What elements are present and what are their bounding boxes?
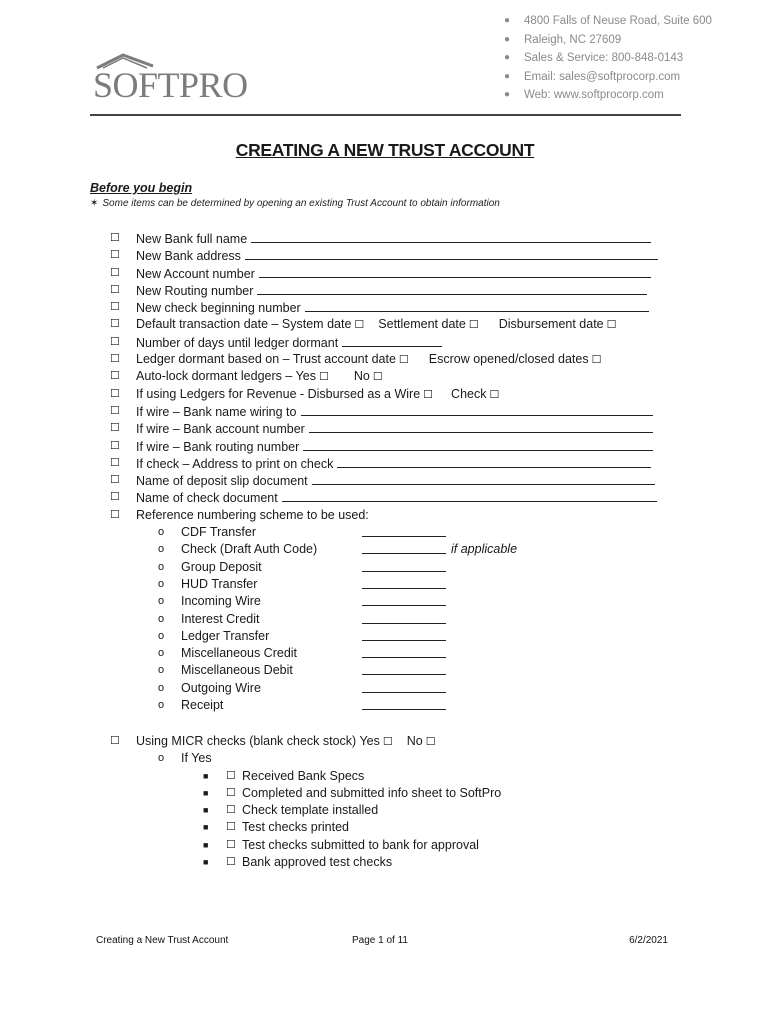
scheme-item: o Receipt xyxy=(110,697,680,714)
list-item: ☐ Ledger dormant based on – Trust account date ☐ Escrow opened/closed dates ☐ xyxy=(110,351,680,368)
checkbox[interactable]: ☐ xyxy=(318,371,329,384)
contact-address: ● 4800 Falls of Neuse Road, Suite 600 xyxy=(504,15,712,27)
scheme-list xyxy=(110,524,680,714)
logo-wordmark: SOFTPRO xyxy=(93,65,248,105)
scheme-item: o Check (Draft Auth Code) if applicable xyxy=(110,541,680,558)
checkbox[interactable]: ☐ xyxy=(110,422,120,435)
if-applicable-note: if applicable xyxy=(451,542,518,557)
checklist xyxy=(110,230,680,714)
micr-step: ■ ☐ Test checks printed xyxy=(110,819,680,836)
list-item: ☐ Name of check document xyxy=(110,489,680,506)
contact-phone: ● Sales & Service: 800-848-0143 xyxy=(504,52,684,64)
list-item: ☐ If using Ledgers for Revenue - Disbursed as a Wire ☐ Check ☐ xyxy=(110,386,680,403)
footer-page-number: Page 1 of 11 xyxy=(352,935,408,946)
micr-step: ■ ☐ Bank approved test checks xyxy=(110,854,680,871)
scheme-item: o Miscellaneous Credit xyxy=(110,645,680,662)
before-note: ✶ Some items can be determined by opening an existing Trust Account to obtain information xyxy=(90,198,500,209)
list-item: ☐ Number of days until ledger dormant xyxy=(110,334,680,351)
list-item: ☐ Auto-lock dormant ledgers – Yes ☐ No ☐ xyxy=(110,368,680,385)
list-item: ☐ If wire – Bank routing number xyxy=(110,438,680,455)
list-item: ☐ New Bank full name xyxy=(110,230,680,247)
checkbox[interactable]: ☐ xyxy=(110,318,120,331)
checkbox[interactable]: ☐ xyxy=(110,404,120,417)
list-item: ☐ New check beginning number xyxy=(110,299,680,316)
checkbox[interactable]: ☐ xyxy=(110,232,120,244)
scheme-item: o CDF Transfer xyxy=(110,524,680,541)
micr-section xyxy=(110,733,680,871)
scheme-item: o HUD Transfer xyxy=(110,576,680,593)
checkbox[interactable]: ☐ xyxy=(226,804,236,817)
micr-step: ■ ☐ Test checks submitted to bank for approval xyxy=(110,837,680,854)
checkbox[interactable]: ☐ xyxy=(606,319,617,332)
checkbox[interactable]: ☐ xyxy=(110,439,120,452)
bullet-square-icon: ■ xyxy=(203,770,209,781)
checkbox[interactable]: ☐ xyxy=(110,491,120,504)
checkbox[interactable]: ☐ xyxy=(591,354,602,367)
scheme-blank[interactable] xyxy=(362,588,446,589)
checkbox[interactable]: ☐ xyxy=(226,856,236,869)
checkbox[interactable]: ☐ xyxy=(226,786,236,799)
scheme-item: o Miscellaneous Debit xyxy=(110,662,680,679)
list-item: ☐ New Account number xyxy=(110,265,680,282)
list-item: ☐ Default transaction date – System date ☐ Settlement date ☐ Disbursement date ☐ xyxy=(110,316,680,333)
checkbox[interactable]: ☐ xyxy=(354,319,365,332)
micr-step: ■ ☐ Check template installed xyxy=(110,802,680,819)
checkbox[interactable]: ☐ xyxy=(226,838,236,851)
bullet-square-icon: ■ xyxy=(203,822,209,833)
scheme-item: o Outgoing Wire xyxy=(110,680,680,697)
checkbox[interactable]: ☐ xyxy=(110,301,120,314)
scheme-blank[interactable] xyxy=(362,709,446,710)
checkbox[interactable]: ☐ xyxy=(382,736,393,748)
scheme-blank[interactable] xyxy=(362,640,446,641)
page-title: CREATING A NEW TRUST ACCOUNT xyxy=(235,140,535,160)
micr-step: ■ ☐ Completed and submitted info sheet to SoftPro xyxy=(110,785,680,802)
checkbox[interactable]: ☐ xyxy=(110,335,120,348)
scheme-item: o Group Deposit xyxy=(110,559,680,576)
checkbox[interactable]: ☐ xyxy=(110,474,120,487)
scheme-blank[interactable] xyxy=(362,553,446,554)
list-item: ☐ New Bank address xyxy=(110,247,680,264)
bullet-square-icon: ■ xyxy=(203,857,209,868)
checkbox[interactable]: ☐ xyxy=(372,371,383,384)
bullet-square-icon: ■ xyxy=(203,787,209,798)
list-item: ☐ Name of deposit slip document xyxy=(110,472,680,489)
header-divider xyxy=(90,114,681,116)
scheme-item: o Interest Credit xyxy=(110,611,680,628)
contact-list xyxy=(502,12,712,105)
checkbox[interactable]: ☐ xyxy=(110,370,120,383)
list-item: ☐ New Routing number xyxy=(110,282,680,299)
contact-web[interactable]: ● Web: www.softprocorp.com xyxy=(504,89,664,101)
scheme-blank[interactable] xyxy=(362,571,446,572)
scheme-blank[interactable] xyxy=(362,674,446,675)
checkbox[interactable]: ☐ xyxy=(423,388,434,401)
list-item: ☐ If wire – Bank name wiring to xyxy=(110,403,680,420)
scheme-blank[interactable] xyxy=(362,623,446,624)
checkbox[interactable]: ☐ xyxy=(489,388,500,401)
bullet-square-icon: ■ xyxy=(203,805,209,816)
checkbox[interactable]: ☐ xyxy=(110,283,120,296)
scheme-blank[interactable] xyxy=(362,657,446,658)
checkbox[interactable]: ☐ xyxy=(226,769,236,782)
contact-email[interactable]: ● Email: sales@softprocorp.com xyxy=(504,70,681,83)
footer-date: 6/2/2021 xyxy=(629,935,668,946)
micr-step: ■ ☐ Received Bank Specs xyxy=(110,768,680,785)
checkbox[interactable]: ☐ xyxy=(398,354,409,367)
list-item: ☐ If check – Address to print on check xyxy=(110,455,680,472)
checkbox[interactable]: ☐ xyxy=(468,319,479,332)
checkbox[interactable]: ☐ xyxy=(110,387,120,400)
checkbox[interactable]: ☐ xyxy=(110,353,120,366)
scheme-blank[interactable] xyxy=(362,536,446,537)
checkbox[interactable]: ☐ xyxy=(226,821,236,834)
micr-steps xyxy=(110,768,680,872)
list-item: ☐ Using MICR checks (blank check stock) Yes ☐ No ☐ xyxy=(110,733,680,750)
list-item: ☐ Reference numbering scheme to be used: xyxy=(110,507,680,524)
star-icon: ✶ xyxy=(90,198,99,209)
checkbox[interactable]: ☐ xyxy=(110,508,120,521)
checkbox[interactable]: ☐ xyxy=(110,266,120,279)
checkbox[interactable]: ☐ xyxy=(110,249,120,262)
checkbox[interactable]: ☐ xyxy=(425,736,436,748)
softpro-logo xyxy=(93,52,248,105)
scheme-item: o Incoming Wire xyxy=(110,593,680,610)
checkbox[interactable]: ☐ xyxy=(110,735,120,747)
checkbox[interactable]: ☐ xyxy=(110,456,120,469)
footer-title: Creating a New Trust Account xyxy=(96,935,229,946)
list-item: ☐ If wire – Bank account number xyxy=(110,420,680,437)
scheme-blank[interactable] xyxy=(362,692,446,693)
before-heading: Before you begin xyxy=(90,181,193,195)
if-yes-item: o If Yes xyxy=(158,751,212,766)
scheme-item: o Ledger Transfer xyxy=(110,628,680,645)
bullet-square-icon: ■ xyxy=(203,839,209,850)
scheme-blank[interactable] xyxy=(362,605,446,606)
contact-city: ● Raleigh, NC 27609 xyxy=(504,33,622,46)
